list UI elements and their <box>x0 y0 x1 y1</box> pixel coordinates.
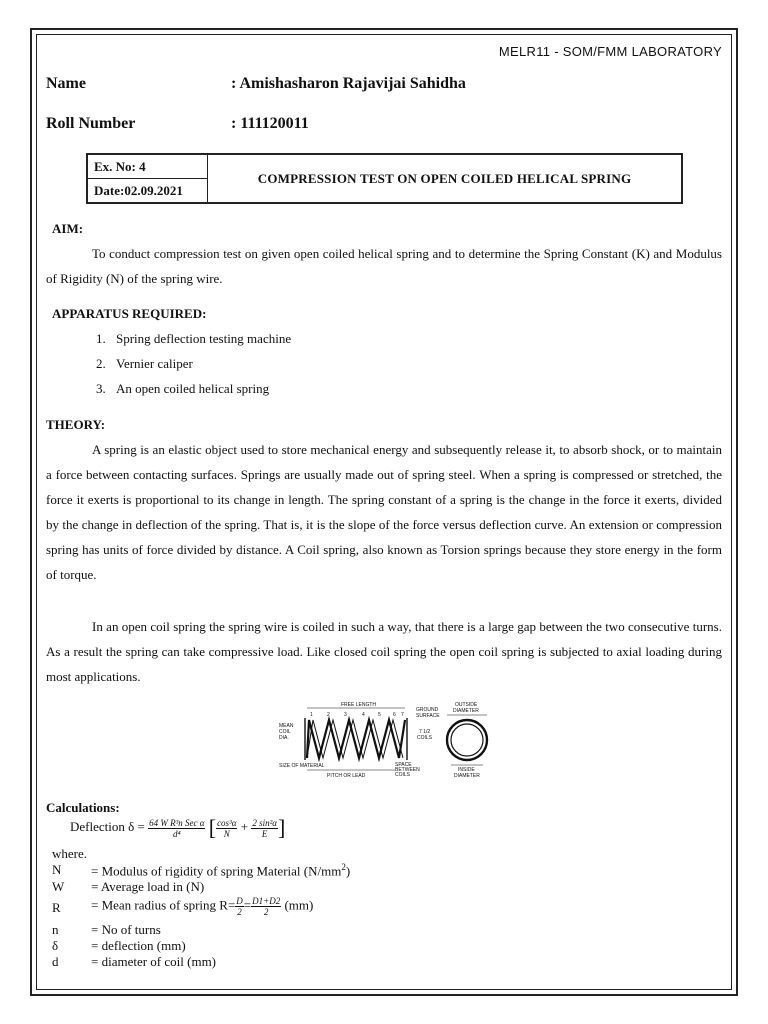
aim-text: To conduct compression test on given open coiled helical spring and to determine the Spring Constant (K) and Modulus of Rigidity (N) of the spring wire. <box>46 246 722 286</box>
ex-no-cell: Ex. No: 4 <box>87 154 208 179</box>
definition-text: = No of turns <box>91 922 161 937</box>
svg-text:COILS: COILS <box>395 772 411 778</box>
name-value: : Amishasharon Rajavijai Sahidha <box>231 75 466 92</box>
apparatus-heading: APPARATUS REQUIRED: <box>52 306 207 321</box>
where-label: where. <box>52 846 88 861</box>
svg-text:MEAN: MEAN <box>279 723 294 729</box>
definition-symbol: R <box>52 900 61 915</box>
aim-heading: AIM: <box>52 221 84 236</box>
experiment-title: COMPRESSION TEST ON OPEN COILED HELICAL SPRING <box>208 154 683 203</box>
svg-text:SURFACE: SURFACE <box>416 713 440 719</box>
apparatus-item: 1. Spring deflection testing machine <box>96 331 292 346</box>
theory-paragraph-1: A spring is an elastic object used to store mechanical energy and subsequently release it, to absorb shock, or to maintain a force between contacting surfaces. Springs are usually made out of spring steel. When a spring is compressed or stretched, the force it exerts is proportional to its change in length. The spring constant of a spring is the change in the force it exerts, divided by the change in deflection of the spring. That is, it is the slope of the force versus deflection curve. An extension or compression spring has units of force divided by distance. A Coil spring, also known as Torsion springs because they store energy in the form of torque. <box>46 442 722 582</box>
definition-text: = Modulus of rigidity of spring Material $(N/mm^2)$ <box>91 862 351 879</box>
definition-symbol: n <box>52 922 59 937</box>
experiment-info-table <box>86 153 683 204</box>
spring-diagram <box>277 700 495 780</box>
svg-text:OUTSIDE: OUTSIDE <box>455 702 478 708</box>
apparatus-item: 2. Vernier caliper <box>96 356 193 371</box>
definition-symbol: N <box>52 862 62 877</box>
svg-text:SPACE: SPACE <box>395 762 412 768</box>
svg-text:GROUND: GROUND <box>416 707 439 713</box>
svg-text:7: 7 <box>401 712 404 718</box>
svg-text:4: 4 <box>362 712 365 718</box>
roll-number-value: : 111120011 <box>231 115 309 132</box>
definition-symbol: W <box>52 879 65 894</box>
name-label: Name <box>46 75 86 92</box>
svg-text:DIAMETER: DIAMETER <box>453 708 479 714</box>
definition-text: = diameter of coil (mm) <box>91 954 217 969</box>
svg-text:PITCH OR LEAD: PITCH OR LEAD <box>327 773 366 779</box>
svg-text:BETWEEN: BETWEEN <box>395 767 420 773</box>
definition-symbol: δ <box>52 938 59 953</box>
svg-text:DIAMETER: DIAMETER <box>454 773 480 779</box>
svg-text:COIL: COIL <box>279 729 291 735</box>
definition-text: = Mean radius of spring R= $\frac{D}{2}$ = $\frac{D1+D2}{2}$ (mm) <box>91 896 314 917</box>
definition-symbol: d <box>52 954 59 969</box>
svg-text:SIZE OF MATERIAL: SIZE OF MATERIAL <box>279 763 325 769</box>
svg-text:3: 3 <box>344 712 347 718</box>
theory-paragraph-2: In an open coil spring the spring wire is coiled in such a way, that there is a large gap between the two consecutive turns. As a result the spring can take compressive load. Like closed coil spring the open coil spring is subjected to axial loading during most applications. <box>46 619 722 684</box>
roll-number-label: Roll Number <box>46 115 136 132</box>
svg-text:COILS: COILS <box>417 735 433 741</box>
date-cell: Date:02.09.2021 <box>87 179 208 204</box>
svg-text:7 1/2: 7 1/2 <box>419 729 431 735</box>
deflection-formula: Deflection δ = $\frac{\text{64 W R³n Sec α}}{\text{d⁴}}$ [ $\frac{\text{cos³α}}{N}$ + $\frac{\text{2 sin²α}}{E}$ ] <box>70 815 286 840</box>
svg-text:2: 2 <box>327 712 330 718</box>
definition-text: = deflection (mm) <box>91 938 186 953</box>
svg-text:INSIDE: INSIDE <box>458 767 475 773</box>
free-length-label: FREE LENGTH <box>341 702 377 708</box>
svg-text:1: 1 <box>310 712 313 718</box>
theory-heading: THEORY: <box>46 417 106 432</box>
lab-header: MELR11 - SOM/FMM LABORATORY <box>498 44 722 59</box>
calculations-heading: Calculations: <box>46 800 120 815</box>
svg-text:6: 6 <box>393 712 396 718</box>
svg-text:DIA.: DIA. <box>279 735 289 741</box>
apparatus-item: 3. An open coiled helical spring <box>96 381 270 396</box>
definition-text: = Average load in (N) <box>91 879 205 894</box>
svg-text:5: 5 <box>378 712 381 718</box>
